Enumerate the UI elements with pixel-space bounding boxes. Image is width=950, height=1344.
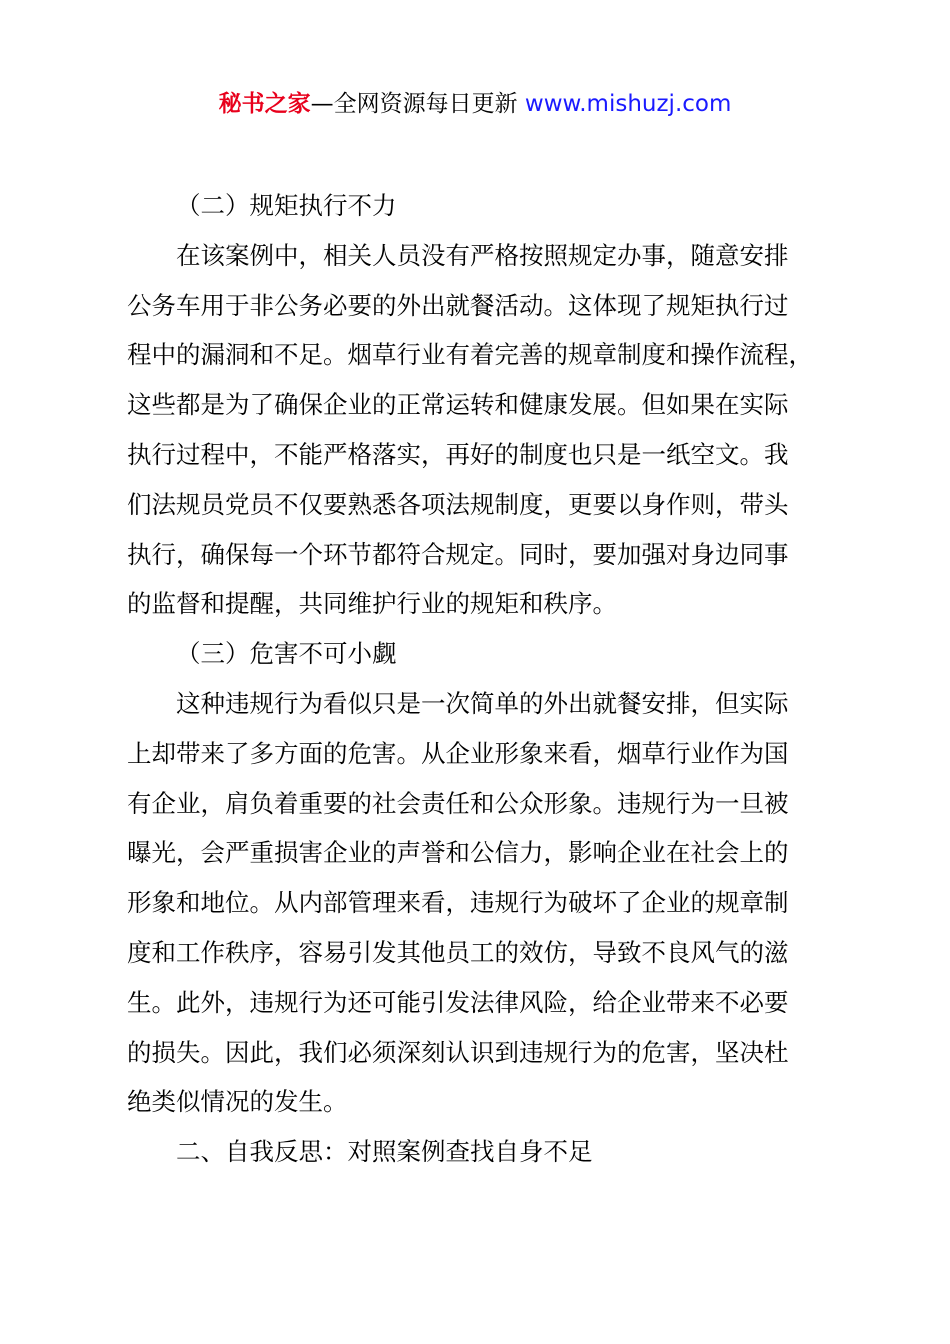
paragraph-line: 这种违规行为看似只是一次简单的外出就餐安排，但实际 — [176, 688, 789, 718]
paragraph-line: 执行过程中，不能严格落实，再好的制度也只是一纸空文。我 — [127, 439, 789, 469]
chapter-heading: 二、自我反思：对照案例查找自身不足 — [176, 1137, 593, 1167]
paragraph-line: 程中的漏洞和不足。烟草行业有着完善的规章制度和操作流程， — [127, 340, 813, 370]
page-header — [0, 88, 950, 120]
paragraph-line: 曝光，会严重损害企业的声誉和公信力，影响企业在社会上的 — [127, 838, 789, 868]
paragraph-line: 的监督和提醒，共同维护行业的规矩和秩序。 — [127, 589, 617, 619]
paragraph-line: 公务车用于非公务必要的外出就餐活动。这体现了规矩执行过 — [127, 290, 789, 320]
brand-name: 秘书之家 — [218, 91, 311, 117]
paragraph-line: 上却带来了多方面的危害。从企业形象来看，烟草行业作为国 — [127, 738, 789, 768]
paragraph-line: 绝类似情况的发生。 — [127, 1087, 348, 1117]
paragraph-line: 度和工作秩序，容易引发其他员工的效仿，导致不良风气的滋 — [127, 937, 789, 967]
paragraph-line: 这些都是为了确保企业的正常运转和健康发展。但如果在实际 — [127, 390, 789, 420]
paragraph-line: 在该案例中，相关人员没有严格按照规定办事，随意安排 — [176, 240, 789, 270]
paragraph-line: 有企业，肩负着重要的社会责任和公众形象。违规行为一旦被 — [127, 788, 789, 818]
paragraph-line: 执行，确保每一个环节都符合规定。同时，要加强对身边同事 — [127, 539, 789, 569]
paragraph-line: 的损失。因此，我们必须深刻认识到违规行为的危害，坚决杜 — [127, 1037, 789, 1067]
header-tagline: —全网资源每日更新 — [310, 91, 525, 117]
paragraph-line: 形象和地位。从内部管理来看，违规行为破坏了企业的规章制 — [127, 888, 789, 918]
section-heading: （二）规矩执行不力 — [176, 191, 397, 220]
paragraph-line: 们法规员党员不仅要熟悉各项法规制度，更要以身作则，带头 — [127, 489, 789, 519]
document-body — [127, 181, 831, 1177]
section-heading: （三）危害不可小觑 — [176, 639, 397, 669]
website-url[interactable]: www.mishuzj.com — [524, 91, 732, 117]
paragraph-line: 生。此外，违规行为还可能引发法律风险，给企业带来不必要 — [127, 987, 789, 1017]
